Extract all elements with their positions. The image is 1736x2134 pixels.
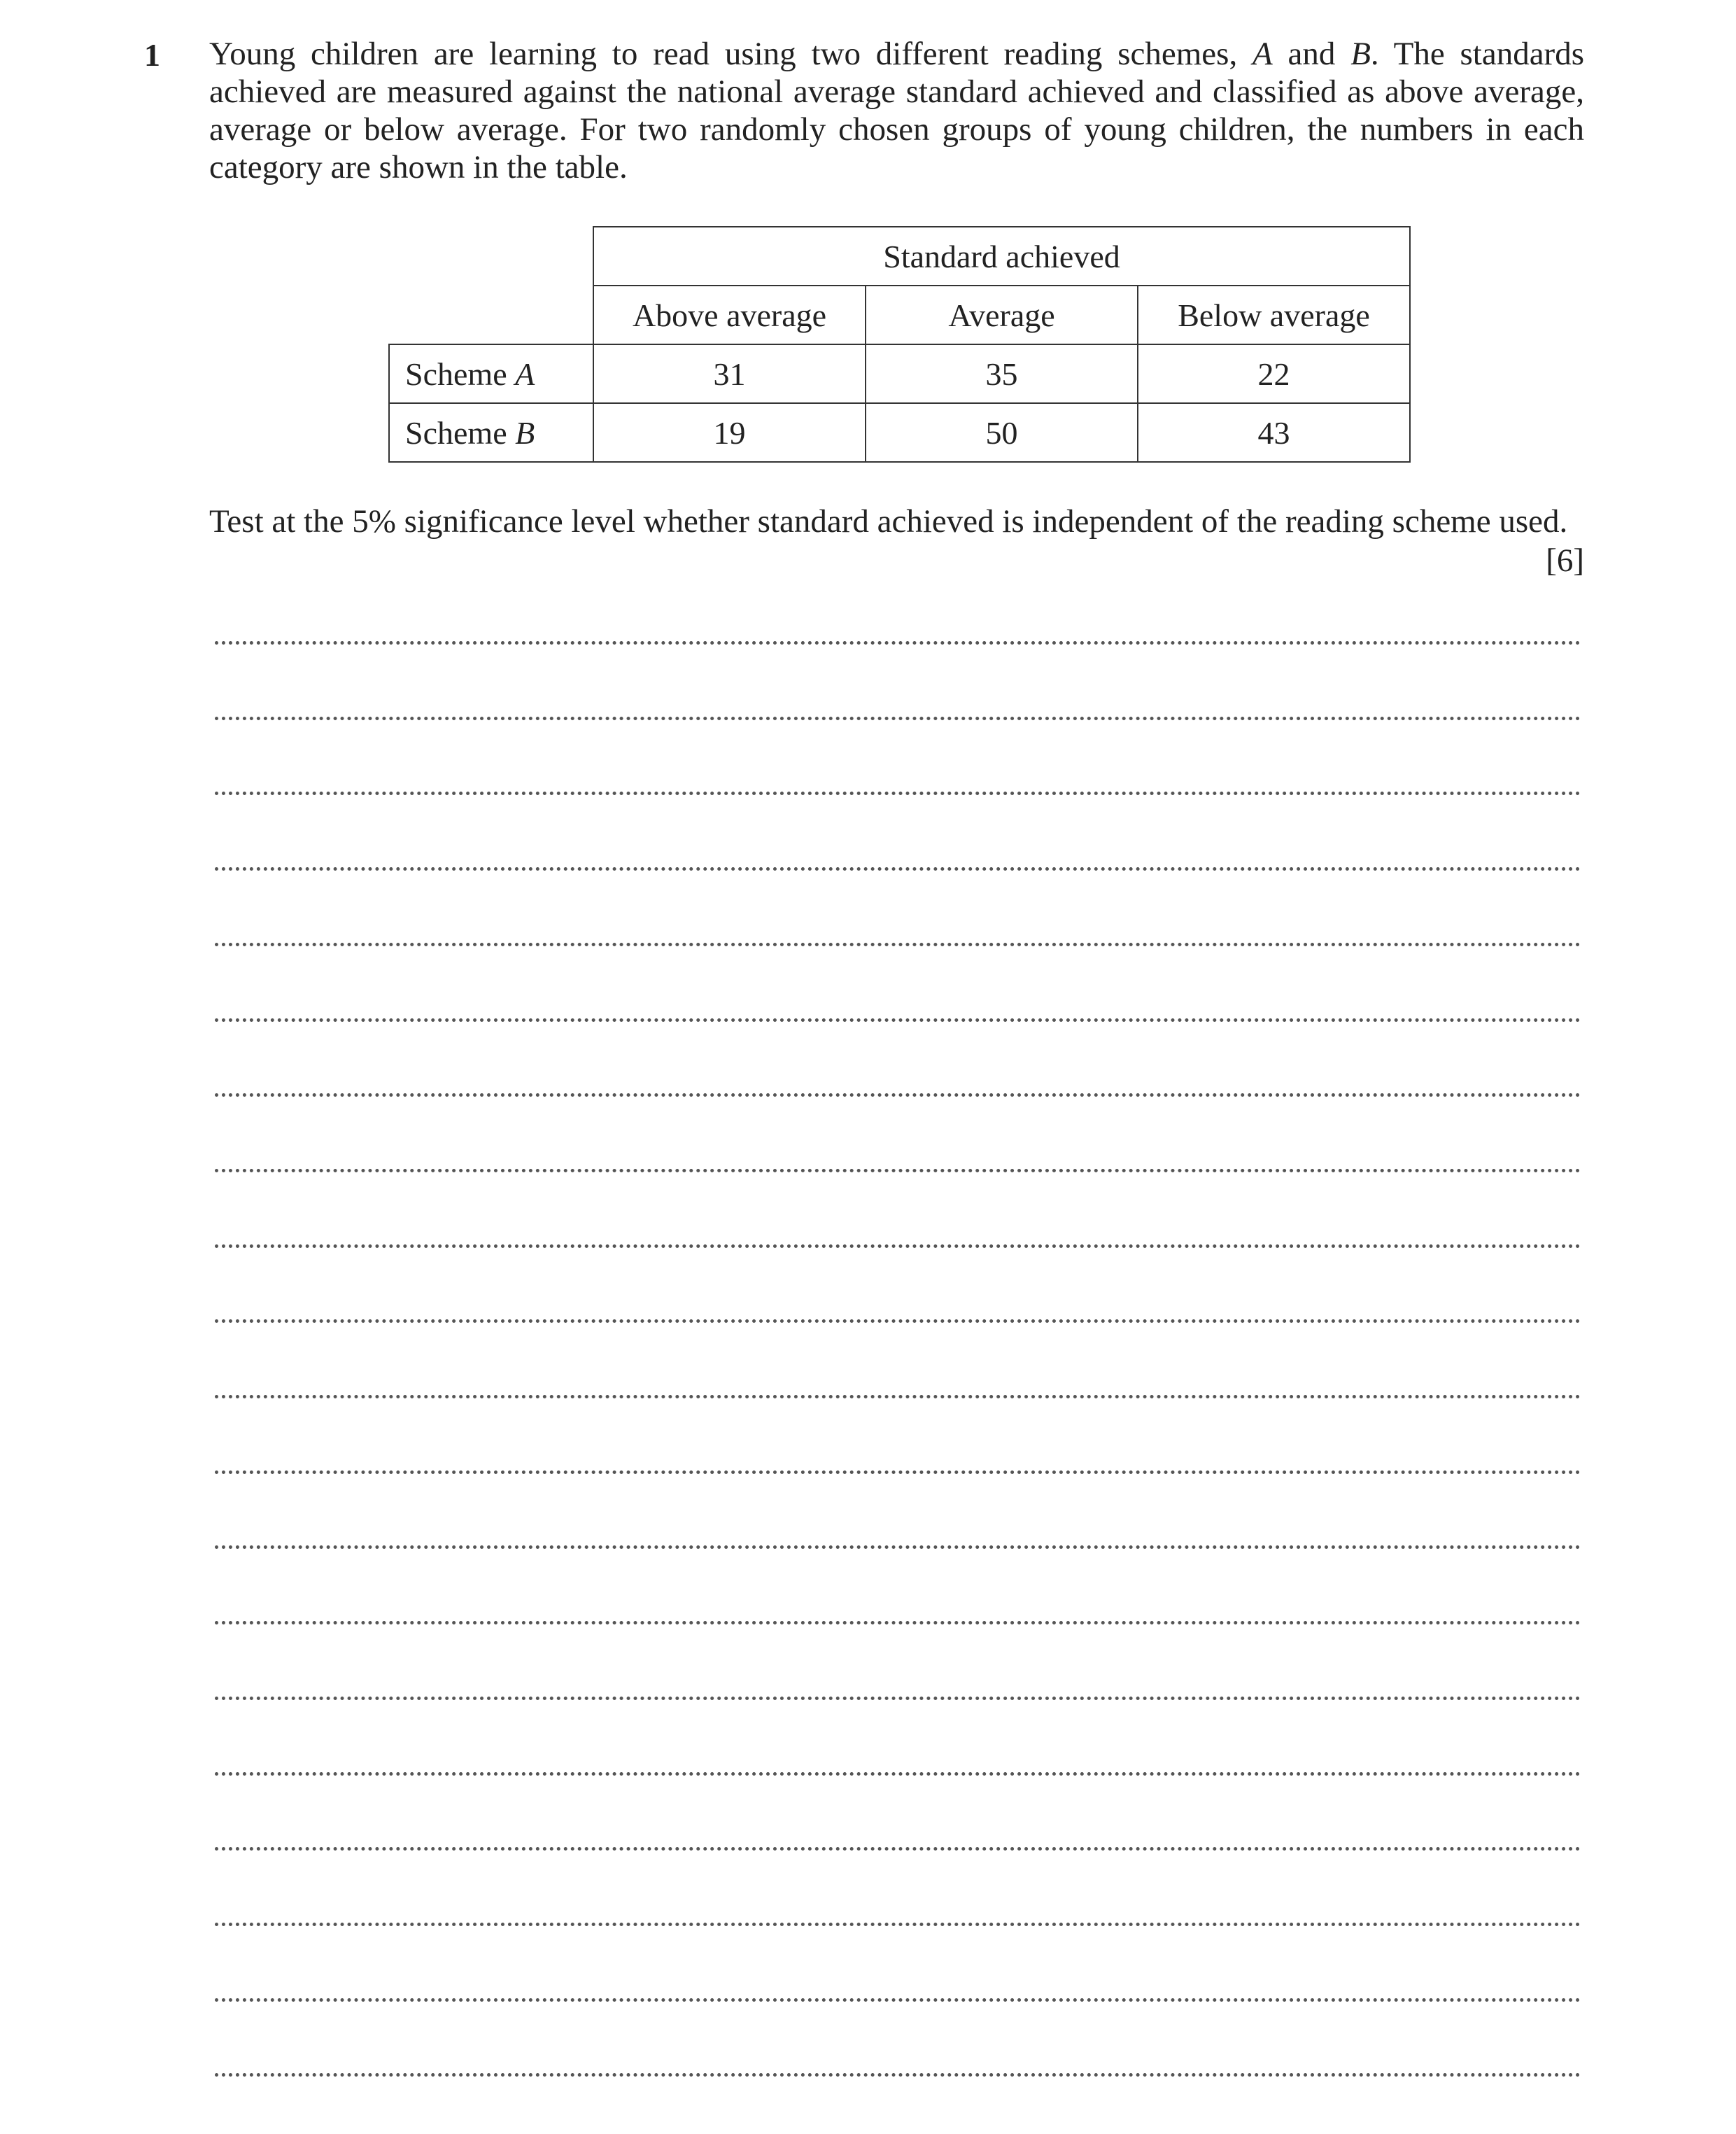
answer-line[interactable]	[215, 1470, 1581, 1474]
answer-line[interactable]	[215, 1772, 1581, 1776]
stem-line-3: average or below average. For two randomly chosen groups of young children, the numbers in each	[209, 111, 1584, 148]
answer-line[interactable]	[215, 1395, 1581, 1398]
question-instruction: Test at the 5% significance level whether standard achieved is independent of the reading scheme used.	[209, 503, 1568, 540]
column-header-below-average: Below average	[1138, 286, 1410, 344]
stem-line-2: achieved are measured against the national average standard achieved and classified as above average,	[209, 73, 1584, 110]
marks-allocation: [6]	[1546, 542, 1584, 579]
answer-line[interactable]	[215, 717, 1581, 720]
answer-line[interactable]	[215, 1998, 1581, 2002]
answer-line[interactable]	[215, 1621, 1581, 1624]
answer-line[interactable]	[215, 2073, 1581, 2077]
row-label-scheme-a: Scheme A	[389, 344, 593, 403]
answer-line[interactable]	[215, 943, 1581, 946]
question-stem	[209, 35, 1584, 186]
cell-scheme-b-above-average: 19	[593, 403, 866, 462]
column-header-average: Average	[866, 286, 1138, 344]
table-group-header: Standard achieved	[593, 227, 1410, 286]
answer-line[interactable]	[215, 1545, 1581, 1549]
answer-line[interactable]	[215, 1093, 1581, 1097]
row-label-scheme-b: Scheme B	[389, 403, 593, 462]
answer-line[interactable]	[215, 1018, 1581, 1022]
cell-scheme-a-above-average: 31	[593, 344, 866, 403]
table-row-scheme-b	[389, 403, 1410, 462]
answer-line[interactable]	[215, 641, 1581, 645]
table-group-header-row	[389, 227, 1410, 286]
answer-line[interactable]	[215, 1697, 1581, 1700]
answer-line[interactable]	[215, 1169, 1581, 1172]
answer-line[interactable]	[215, 1923, 1581, 1926]
cell-scheme-b-below-average: 43	[1138, 403, 1410, 462]
cell-scheme-b-average: 50	[866, 403, 1138, 462]
table-corner-cell	[389, 227, 593, 286]
answer-line[interactable]	[215, 1319, 1581, 1323]
question-number: 1	[144, 37, 160, 73]
answer-line[interactable]	[215, 1244, 1581, 1248]
column-header-above-average: Above average	[593, 286, 866, 344]
cell-scheme-a-average: 35	[866, 344, 1138, 403]
table-corner-cell	[389, 286, 593, 344]
answer-line[interactable]	[215, 1847, 1581, 1851]
answer-line[interactable]	[215, 792, 1581, 795]
answer-line[interactable]	[215, 867, 1581, 871]
contingency-table	[388, 226, 1411, 463]
table-row-scheme-a	[389, 344, 1410, 403]
stem-line-4: category are shown in the table.	[209, 149, 628, 185]
stem-line-1: Young children are learning to read using two different reading schemes, A and B. The standards	[209, 36, 1585, 72]
table-column-header-row	[389, 286, 1410, 344]
cell-scheme-a-below-average: 22	[1138, 344, 1410, 403]
